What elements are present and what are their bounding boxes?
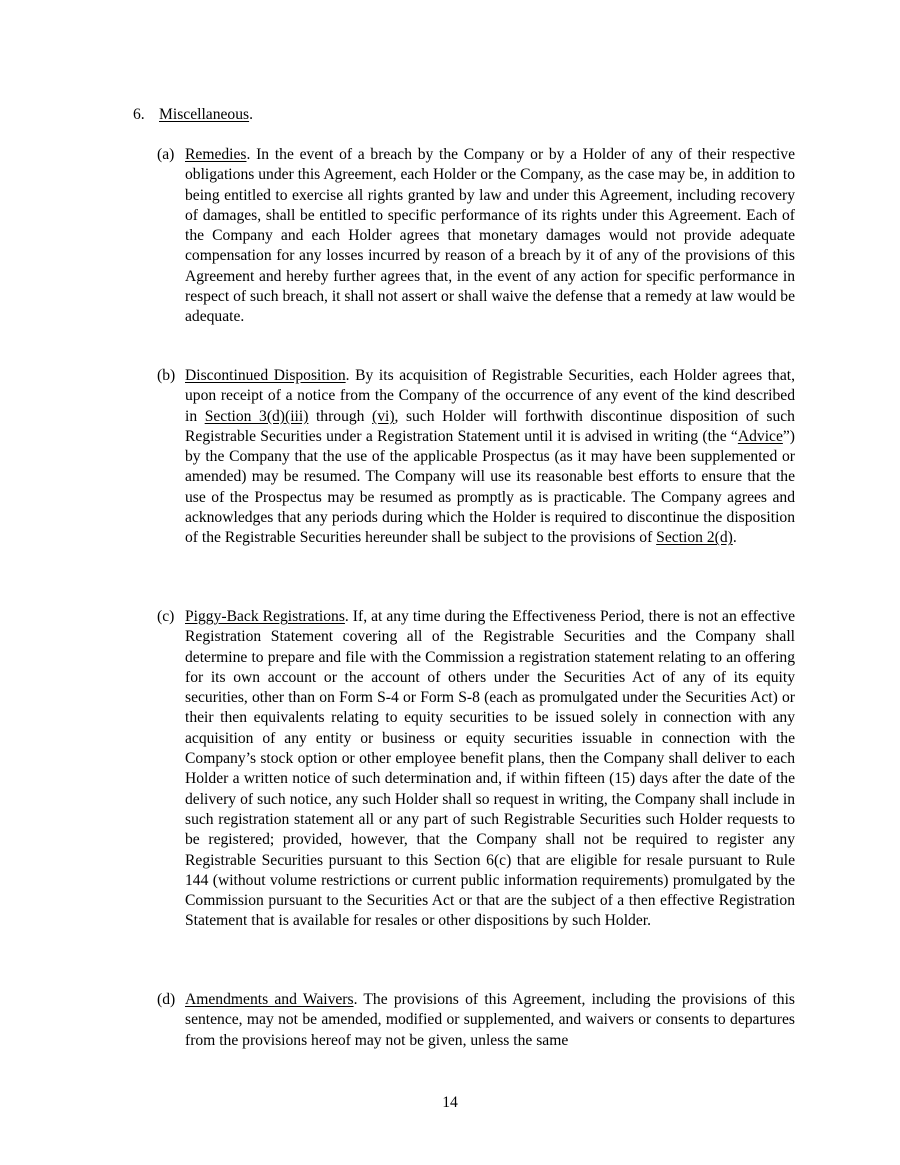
paragraph-heading: Discontinued Disposition [185,367,346,384]
section-heading [133,105,833,125]
paragraph-marker: (c) [157,608,175,625]
paragraph-remedies [157,145,795,328]
defined-term: Advice [737,427,783,445]
section-title: Miscellaneous [159,106,250,123]
paragraph-body-part: through [308,407,373,425]
section-title-period: . [249,106,253,123]
paragraph-body: . If, at any time during the Effectiveness Period, there is not an effective Registration Statement covering all of the Registrable Securities and the Company shall determine to prepare and file with the Commission a registration statement relating to an offering for its own account or the account of others under the Securities Act of any of its equity securities, other than on Form S-4 or Form S-8 (each as promulgated under the Securities Act) or their then equivalents relating to equity securities to be issued solely in connection with any acquisition of any entity or business or equity securities issuable in connection with the Company’s stock option or other employee benefit plans, then the Company shall deliver to each Holder a written notice of such determination and, if within fifteen (15) days after the date of the delivery of such notice, any such Holder shall so request in writing, the Company shall include in such registration statement all or any part of such Registrable Securities such Holder requests to be registered; provided, however, that the Company shall not be required to register any Registrable Securities pursuant to this Section 6(c) that are eligible for resale pursuant to Rule 144 (without volume restrictions or current public information requirements) promulgated by the Commission pursuant to the Securities Act or that are the subject of a then effective Registration Statement that is available for resales or other dispositions by such Holder. [185,608,795,930]
paragraph-marker: (b) [157,367,176,384]
section-reference: Section 2(d) [656,529,733,547]
paragraph-heading: Remedies [185,146,247,163]
paragraph-discontinued-disposition [157,366,796,549]
page-number: 14 [442,1094,458,1111]
paragraph-heading: Amendments and Waivers [185,991,354,1008]
paragraph-body: . The provisions of this Agreement, including the provisions of this sentence, may not be amended, modified or supplemented, and waivers or consents to departures from the provisions hereof may not be given, unless the same [185,991,796,1049]
paragraph-body-part: , such Holder will forthwith discontinue disposition of such Registrable Securities under a Registration Statement until it is advised in writing (the “ [185,407,795,445]
paragraph-piggy-back-registrations [157,607,795,932]
paragraph-body-part: . [732,529,737,547]
section-number: 6. [133,106,145,123]
paragraph-amendments-and-waivers [157,990,796,1051]
paragraph-marker: (d) [157,991,176,1008]
paragraph-body-part: ”) by the Company that the use of the applicable Prospectus (as it may have been supplemented or amended) may be resumed. The Company will use its reasonable best efforts to ensure that the use of the Prospectus may be resumed as promptly as is practicable. The Company agrees and acknowledges that any periods during which the Holder is required to discontinue the disposition of the Registrable Securities hereunder shall be subject to the provisions of [185,427,795,547]
section-reference: (vi) [372,407,395,425]
section-reference: Section 3(d)(iii) [204,407,309,425]
paragraph-body: . In the event of a breach by the Company or by a Holder of any of their respective obligations under this Agreement, each Holder or the Company, as the case may be, in addition to being entitled to exercise all rights granted by law and under this Agreement, including recovery of damages, shall be entitled to specific performance of its rights under this Agreement. Each of the Company and each Holder agrees that monetary damages would not provide adequate compensation for any losses incurred by reason of a breach by it of any of the provisions of this Agreement and hereby further agrees that, in the event of any action for specific performance in respect of such breach, it shall not assert or shall waive the defense that a remedy at law would be adequate. [185,146,795,326]
paragraph-heading: Piggy-Back Registrations [185,608,345,625]
paragraph-body-part: . By its acquisition of Registrable Securities, each Holder agrees that, upon receipt of a notice from the Company of the occurrence of any event of the kind described in [185,367,796,425]
paragraph-marker: (a) [157,146,175,163]
